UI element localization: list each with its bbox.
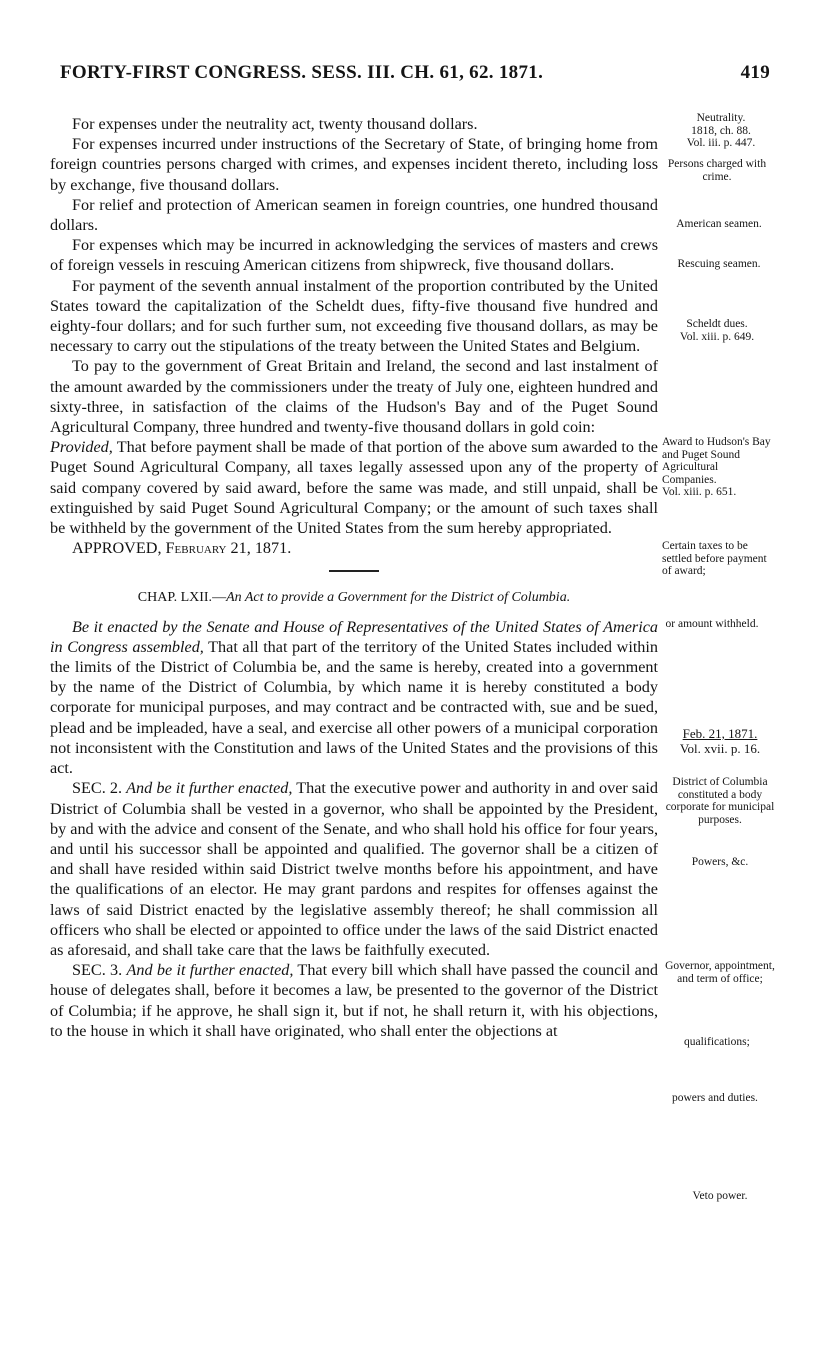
paragraph-rescuing: For expenses which may be incurred in acknowledging the services of masters and crews of foreign vessels in rescuing American citizens from shipwreck, five thousand dollars. (50, 236, 658, 275)
enacting-italic: Be it enacted by the Senate and House of Representatives of the United States of America in Congress assembled, (50, 617, 658, 656)
approved-line: APPROVED, February 21, 1871. (72, 539, 292, 558)
margin-date (668, 728, 772, 755)
section-3-text: That every bill which shall have passed the council and house of delegates shall, before it becomes a law, be presented to the governor of the District of Columbia; if he approve, he shall sign it, but if not, he shall return it, with his objections, to the house in which it shall have originated, who shall enter the objections at (50, 961, 659, 1040)
section-2-italic: And be it further enacted, (126, 779, 293, 798)
margin-scheldt (662, 318, 772, 343)
margin-duties: powers and duties. (672, 1092, 758, 1104)
chapter-title: An Act to provide a Government for the District of Columbia. (226, 590, 571, 606)
margin-taxes: Certain taxes to be settled before payment of award; (662, 540, 767, 577)
margin-date-vol: Vol. xvii. p. 16. (679, 740, 761, 756)
margin-neutrality-ref: 1818, ch. 88. (691, 124, 751, 137)
paragraph-section-3 (50, 960, 658, 1041)
margin-date-label: Feb. 21, 1871. (682, 726, 758, 741)
main-text (50, 114, 658, 1041)
enacting-text: That all that part of the territory of the United States included within the limits of the District of Columbia be, and the same is hereby, created into a government by the name of the District of Columbia, by which name it is hereby constituted a body corporate for municipal purposes, and may contract and be contracted with, sue and be sued, plead and be impleaded, have a seal, and exercise all other powers of a municipal corporation not inconsistent with the Constitution and laws of the United States and the provisions of this act. (50, 637, 658, 778)
chapter-dash: — (212, 590, 227, 606)
proviso-text: That before payment shall be made of that portion of the above sum awarded to the Puget Sound Agricultural Company, all taxes legally assessed upon any of the property of said company covered by said award, before the same was made, and still unpaid, shall be extinguished by said Puget Sound Agricultural Company; or the amount of such taxes shall be withheld by the government of the United States from the sum hereby appropriated. (50, 438, 658, 538)
margin-withheld: or amount withheld. (665, 618, 759, 630)
margin-scheldt-label: Scheldt dues. (686, 318, 748, 330)
paragraph-enacting-clause (50, 617, 658, 779)
paragraph-neutrality: For expenses under the neutrality act, twenty thousand dollars. (72, 115, 478, 133)
page-number: 419 (740, 62, 770, 83)
margin-neutrality-label: Neutrality. (696, 112, 746, 124)
margin-persons: Persons charged with crime. (667, 158, 767, 183)
paragraph-award: To pay to the government of Great Britain and Ireland, the second and last instalment of the amount awarded by the commissioners under the treaty of July one, eighteen hundred and sixty-three, in satisfaction of the claims of the Hudson's Bay and of the Puget Sound Agricultural Company, three hundred and twenty-five thousand dollars in gold coin: (50, 357, 658, 437)
chapter-heading (50, 588, 658, 608)
section-2-text: That the executive power and authority in and over said District of Columbia shall be vested in a governor, who shall be appointed by the President, by and with the advice and consent of the Senate, and who shall hold his office for four years, and until his successor shall be appointed and qualified. The governor shall be a citizen of and shall have resided within said District twelve months before his appointment, and have the qualifications of an elector. He may grant pardons and respites for offenses against the laws of said District enacted by the legislative assembly thereof; he shall commission all officers who shall be elected or appointed to office under the laws of the said District enacted as aforesaid, and shall take care that the laws be faithfully executed. (50, 779, 658, 959)
chapter-label: CHAP. LXII. (137, 590, 213, 606)
margin-district: District of Columbia constituted a body corporate for municipal purposes. (665, 776, 775, 826)
margin-award-vol: Vol. xiii. p. 651. (662, 486, 737, 498)
running-title: FORTY-FIRST CONGRESS. SESS. III. CH. 61, 62. 1871. (60, 62, 544, 83)
section-3-italic: And be it further enacted, (126, 961, 294, 980)
margin-veto: Veto power. (692, 1190, 748, 1202)
margin-governor: Governor, appointment, and term of office; (665, 960, 775, 985)
paragraph-seamen: For relief and protection of American seamen in foreign countries, one hundred thousand dollars. (50, 195, 658, 235)
margin-neutrality (662, 112, 780, 150)
margin-rescuing: Rescuing seamen. (677, 258, 761, 270)
paragraph-proviso (50, 437, 658, 538)
margin-award (662, 436, 774, 499)
paragraph-persons-charged: For expenses incurred under instructions of the Secretary of State, of bringing home from foreign countries persons charged with crimes, and expenses incident thereto, including loss by exchange, five thousand dollars. (50, 135, 658, 194)
margin-qualifications: qualifications; (684, 1036, 750, 1048)
margin-award-label: Award to Hudson's Bay and Puget Sound Agricultural Companies. (662, 436, 771, 486)
margin-powers: Powers, &c. (691, 856, 749, 868)
section-3-label: SEC. 3. (72, 961, 123, 980)
section-divider (329, 570, 379, 572)
margin-scheldt-vol: Vol. xiii. p. 649. (679, 330, 755, 343)
proviso-italic: Provided, (50, 438, 113, 457)
section-2-label: SEC. 2. (72, 779, 123, 798)
margin-seamen: American seamen. (676, 218, 762, 230)
paragraph-scheldt: For payment of the seventh annual instalment of the proportion contributed by the United States toward the capitalization of the Scheldt dues, fifty-five thousand five hundred and eighty-four dollars; and for such further sum, not exceeding five thousand dollars, as may be necessary to carry out the stipulations of the treaty between the United States and Belgium. (50, 276, 658, 356)
paragraph-section-2 (50, 778, 658, 960)
margin-neutrality-vol: Vol. iii. p. 447. (686, 137, 756, 149)
